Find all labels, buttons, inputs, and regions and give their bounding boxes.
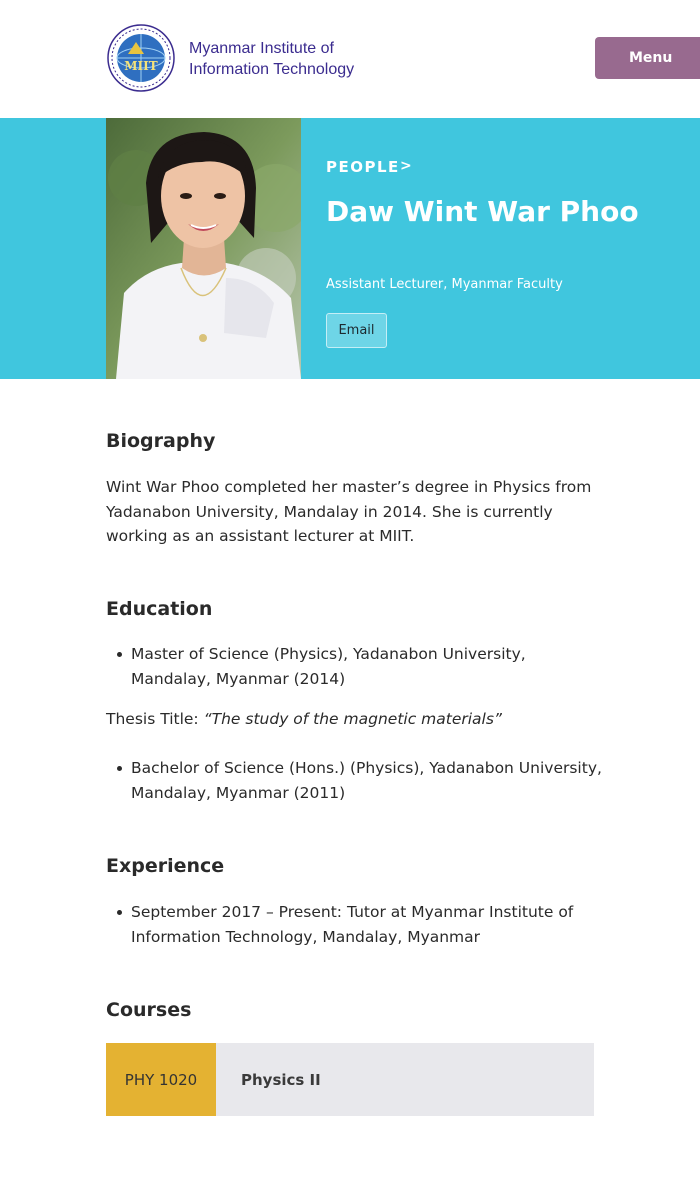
email-button[interactable]: Email: [326, 313, 387, 348]
page-title: Daw Wint War Phoo: [326, 195, 639, 228]
brand-line-2: Information Technology: [189, 61, 355, 78]
bullet-icon: [117, 766, 122, 771]
profile-photo: [106, 118, 301, 379]
person-role: Assistant Lecturer, Myanmar Faculty: [326, 277, 563, 292]
list-item: [106, 900, 606, 949]
list-item: [106, 642, 606, 691]
bullet-icon: [117, 910, 122, 915]
thesis-title: “The study of the magnetic materials”: [203, 710, 502, 728]
brand-name[interactable]: [189, 38, 354, 80]
menu-button[interactable]: Menu: [595, 37, 700, 79]
miit-logo[interactable]: [106, 24, 176, 92]
thesis-line: [106, 707, 606, 732]
experience-heading: Experience: [106, 855, 225, 877]
course-code: PHY 1020: [106, 1043, 216, 1116]
breadcrumb-people[interactable]: PEOPLE: [326, 158, 400, 176]
courses-heading: Courses: [106, 999, 192, 1021]
education-item-text: Bachelor of Science (Hons.) (Physics), Yadanabon University, Mandalay, Myanmar (2011): [131, 759, 602, 802]
thesis-label: Thesis Title:: [106, 710, 204, 728]
logo-text: MIIT: [124, 59, 158, 73]
experience-item-text: September 2017 – Present: Tutor at Myanmar Institute of Information Technology, Mandalay, Myanmar: [131, 903, 574, 946]
course-row[interactable]: [106, 1043, 594, 1116]
biography-text: Wint War Phoo completed her master’s degree in Physics from Yadanabon University, Mandalay in 2014. She is currently working as an assistant lecturer at MIIT.: [106, 478, 592, 545]
bullet-icon: [117, 652, 122, 657]
chevron-right-icon: >: [400, 158, 412, 174]
course-name[interactable]: Physics II: [241, 1070, 321, 1089]
brand-line-1: Myanmar Institute of: [189, 40, 334, 57]
biography-heading: Biography: [106, 430, 216, 452]
profile-hero: [0, 118, 700, 379]
education-item-text: Master of Science (Physics), Yadanabon University, Mandalay, Myanmar (2014): [131, 645, 526, 688]
list-item: [106, 756, 606, 805]
education-heading: Education: [106, 598, 213, 620]
site-header: [0, 0, 700, 118]
